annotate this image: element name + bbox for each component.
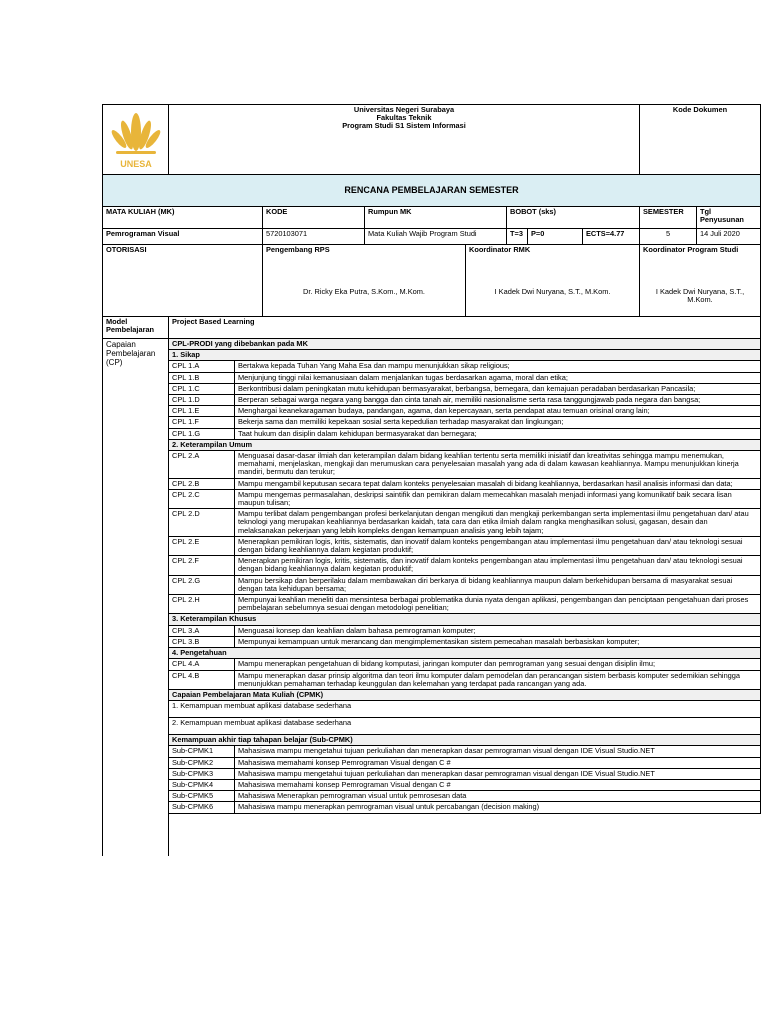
cpl-code: CPL 4.B: [169, 670, 235, 689]
cpl-text: Mahasiswa mampu mengetahui tujuan perkuliahan dan menerapkan dasar pemrograman visual dengan IDE Visual Studio.NET: [235, 768, 761, 779]
cpmk-heading: Capaian Pembelajaran Mata Kuliah (CPMK): [169, 689, 761, 700]
cp-label-text: Capaian Pembelajaran (CP): [106, 340, 156, 367]
cpl-code: CPL 1.B: [169, 372, 235, 383]
sub-cpmk-row: [103, 746, 761, 757]
course-code: 5720103071: [263, 229, 365, 245]
continuation-area: [169, 813, 761, 856]
unesa-logo: [109, 106, 163, 170]
cpl-row: [103, 372, 761, 383]
cpl-row: [103, 428, 761, 439]
cpl-text: Menjunjung tinggi nilai kemanusiaan dalam menjalankan tugas berdasarkan agama, moral dan etika;: [235, 372, 761, 383]
cpl-row: [103, 406, 761, 417]
cpl-text: Menguasai dasar-dasar ilmiah dan keterampilan dalam bidang keahlian tertentu serta memiliki inisiatif dan kreativitas sehingga mampu menemukan, memahami, menjelaskan, mengkaji dan merumuskan cara penyelesaian masalah yang ada di dalam kawasan keahliannya. Mampu menunjukkan kinerja mandiri, bermutu dan terukur;: [235, 451, 761, 479]
sub-cpmk-heading: Kemampuan akhir tiap tahapan belajar (Sub-CPMK): [169, 735, 761, 746]
cpl-code: CPL 1.D: [169, 395, 235, 406]
mk-label: MATA KULIAH (MK): [103, 207, 263, 229]
cpl-code: CPL 2.F: [169, 556, 235, 575]
cpl-row: [103, 361, 761, 372]
cpl-text: Mampu terlibat dalam pengembangan profesi berkelanjutan dengan mengikuti dan mengkaji perkembangan serta implementasi ilmu pengetahuan dan/ atau teknologi yang merupakan keahliannya berdasarkan kaidah, tata cara dan etika ilmiah dalam rangka menghasilkan solusi, gagasan, desain dan melaksanakan pekerjaan yang lebih kompleks dengan kemampuan analisis yang lebih tajam;: [235, 509, 761, 537]
cp-label: [103, 339, 169, 856]
rps-document: [102, 104, 760, 856]
koordinator-rmk-cell: [466, 245, 640, 317]
sikap-heading: 1. Sikap: [169, 350, 761, 361]
model-value: Project Based Learning: [169, 317, 761, 339]
cpl-text: Mahasiswa mampu mengetahui tujuan perkuliahan dan menerapkan dasar pemrograman visual dengan IDE Visual Studio.NET: [235, 746, 761, 757]
course-rumpun: Mata Kuliah Wajib Program Studi: [365, 229, 507, 245]
course-name: Pemrograman Visual: [103, 229, 263, 245]
cpl-code: CPL 1.F: [169, 417, 235, 428]
document-title: RENCANA PEMBELAJARAN SEMESTER: [103, 175, 761, 207]
cpl-row: [103, 417, 761, 428]
cpl-code: Sub-CPMK1: [169, 746, 235, 757]
cpl-row: [103, 556, 761, 575]
cpl-row: [103, 509, 761, 537]
rps-table: [102, 104, 761, 856]
cpl-row: [103, 489, 761, 508]
cpl-code: CPL 1.A: [169, 361, 235, 372]
cpl-text: Menerapkan pemikiran logis, kritis, sistematis, dan inovatif dalam konteks pengembangan atau implementasi ilmu pengetahuan dan/ atau teknologi sesuai dengan bidang keahliannya dalam kegiatan produktif;: [235, 536, 761, 555]
cpl-row: [103, 536, 761, 555]
semester-label: SEMESTER: [640, 207, 697, 229]
cpl-row: [103, 659, 761, 670]
logo-text: UNESA: [119, 159, 152, 169]
cpl-text: Mahasiswa memahami konsep Pemrograman Visual dengan C #: [235, 779, 761, 790]
cpl-code: CPL 3.B: [169, 636, 235, 647]
faculty-name: Fakultas Teknik: [376, 113, 432, 123]
sub-cpmk-row: [103, 757, 761, 768]
course-semester: 5: [640, 229, 697, 245]
program-name: Program Studi S1 Sistem Informasi: [342, 121, 466, 131]
cpl-code: CPL 2.H: [169, 595, 235, 614]
cpl-code: CPL 2.E: [169, 536, 235, 555]
cpl-text: Mampu mengambil keputusan secara tepat dalam konteks penyelesaian masalah di bidang keahliannya, berdasarkan hasil analisis informasi dan data;: [235, 478, 761, 489]
cpl-text: Mampu menerapkan dasar prinsip algoritma dan teori ilmu komputer dalam pemodelan dan perancangan sistem berbasis komputer sedemikian sehingga menunjukkan pemahaman terhadap keunggulan dan kelemahan yang terdapat pada rancangan yang ada.: [235, 670, 761, 689]
koordinator-prodi-cell: [640, 245, 761, 317]
cpl-row: [103, 478, 761, 489]
cpl-code: CPL 1.G: [169, 428, 235, 439]
logo-cell: [103, 105, 169, 175]
cpl-text: Mempunyai keahlian meneliti dan mensintesa berbagai problematika dunia nyata dengan aplikasi, pengembangan dan penciptaan pengetahuan dari proses pembelajaran sebelumnya sesuai dengan metodologi penelitian;: [235, 595, 761, 614]
course-date: 14 Juli 2020: [697, 229, 761, 245]
cpl-text: Mahasiswa memahami konsep Pemrograman Visual dengan C #: [235, 757, 761, 768]
cpl-text: Mampu menerapkan pengetahuan di bidang komputasi, jaringan komputer dan pemrograman yang sesuai dengan disiplin ilmu;: [235, 659, 761, 670]
cpl-code: CPL 2.B: [169, 478, 235, 489]
cpl-code: CPL 3.A: [169, 625, 235, 636]
cpl-text: Mampu mengemas permasalahan, deskripsi saintifik dan pemikiran dalam memecahkan masalah menjadi informasi yang komunikatif baik secara lisan maupun tulisan;: [235, 489, 761, 508]
cpl-row: [103, 625, 761, 636]
cpmk-item: 2. Kemampuan membuat aplikasi database sederhana: [169, 718, 761, 735]
umum-heading: 2. Keterampilan Umum: [169, 439, 761, 450]
cpl-text: Mahasiswa Menerapkan pemrograman visual untuk pemrosesan data: [235, 791, 761, 802]
cpl-prodi-heading: CPL-PRODI yang dibebankan pada MK: [169, 339, 761, 350]
cpl-code: Sub-CPMK4: [169, 779, 235, 790]
cpl-row: [103, 395, 761, 406]
cpl-text: Berkontribusi dalam peningkatan mutu kehidupan bermasyarakat, berbangsa, bernegara, dan kemajuan peradaban berdasarkan Pancasila;: [235, 383, 761, 394]
kode-label: KODE: [263, 207, 365, 229]
cpl-text: Taat hukum dan disiplin dalam kehidupan bermasyarakat dan bernegara;: [235, 428, 761, 439]
pengetahuan-heading: 4. Pengetahuan: [169, 648, 761, 659]
sub-cpmk-row: [103, 768, 761, 779]
koordinator-prodi-name: I Kadek Dwi Nuryana, S.T., M.Kom.: [655, 287, 745, 305]
cpl-code: CPL 2.C: [169, 489, 235, 508]
cpl-text: Mampu bersikap dan berperilaku dalam membawakan diri berkarya di bidang keahliannya maupun dalam berkehidupan bersama di masyarakat sesuai dengan tata kehidupan bersama;: [235, 575, 761, 594]
cpl-code: Sub-CPMK2: [169, 757, 235, 768]
pengembang-name: Dr. Ricky Eka Putra, S.Kom., M.Kom.: [303, 287, 425, 297]
cpl-row: [103, 575, 761, 594]
sks-t: T=3: [507, 229, 528, 245]
pengembang-label: Pengembang RPS: [266, 245, 330, 254]
pengembang-cell: [263, 245, 466, 317]
cpl-text: Menghargai keanekaragaman budaya, pandangan, agama, dan kepercayaan, serta pendapat atau temuan orisinal orang lain;: [235, 406, 761, 417]
cpl-row: [103, 670, 761, 689]
otorisasi-label: OTORISASI: [103, 245, 263, 317]
cpl-code: Sub-CPMK5: [169, 791, 235, 802]
bobot-label: BOBOT (sks): [507, 207, 640, 229]
cpl-text: Menerapkan pemikiran logis, kritis, sistematis, dan inovatif dalam konteks pengembangan atau implementasi ilmu pengetahuan dan/ atau teknologi sesuai dengan bidang keahliannya dalam kegiatan produktif;: [235, 556, 761, 575]
cpl-code: CPL 2.A: [169, 451, 235, 479]
cpl-code: Sub-CPMK6: [169, 802, 235, 813]
sks-p: P=0: [528, 229, 583, 245]
doc-code-label: Kode Dokumen: [640, 105, 761, 175]
cpl-code: CPL 2.D: [169, 509, 235, 537]
cpl-text: Menguasai konsep dan keahlian dalam bahasa pemrograman komputer;: [235, 625, 761, 636]
cpl-text: Berperan sebagai warga negara yang bangga dan cinta tanah air, memiliki nasionalisme serta rasa tanggungjawab pada negara dan bangsa;: [235, 395, 761, 406]
cpl-code: Sub-CPMK3: [169, 768, 235, 779]
cpl-code: CPL 1.C: [169, 383, 235, 394]
sub-cpmk-row: [103, 779, 761, 790]
cpl-row: [103, 383, 761, 394]
cpl-code: CPL 1.E: [169, 406, 235, 417]
cpl-row: [103, 451, 761, 479]
sub-cpmk-row: [103, 791, 761, 802]
cpl-code: CPL 4.A: [169, 659, 235, 670]
institution-header: [169, 105, 640, 175]
cpl-text: Mempunyai kemampuan untuk merancang dan mengimplementasikan sistem pemecahan masalah berbasiskan komputer;: [235, 636, 761, 647]
rumpun-label: Rumpun MK: [365, 207, 507, 229]
cpl-text: Bekerja sama dan memiliki kepekaan sosial serta kepedulian terhadap masyarakat dan lingkungan;: [235, 417, 761, 428]
model-label: Model Pembelajaran: [103, 317, 169, 339]
cpl-row: [103, 636, 761, 647]
cpl-text: Bertakwa kepada Tuhan Yang Maha Esa dan mampu menunjukkan sikap religious;: [235, 361, 761, 372]
koordinator-rmk-name: I Kadek Dwi Nuryana, S.T., M.Kom.: [494, 287, 611, 297]
cpl-code: CPL 2.G: [169, 575, 235, 594]
tgl-label: Tgl Penyusunan: [697, 207, 761, 229]
cpmk-item: 1. Kemampuan membuat aplikasi database sederhana: [169, 701, 761, 718]
university-name: Universitas Negeri Surabaya: [353, 105, 455, 114]
khusus-heading: 3. Keterampilan Khusus: [169, 614, 761, 625]
koordinator-prodi-label: Koordinator Program Studi: [643, 245, 739, 254]
cpl-row: [103, 595, 761, 614]
sub-cpmk-row: [103, 802, 761, 813]
cpl-text: Mahasiswa mampu menerapkan pemrograman visual untuk percabangan (decision making): [235, 802, 761, 813]
koordinator-rmk-label: Koordinator RMK: [469, 245, 531, 254]
ects: ECTS=4.77: [583, 229, 640, 245]
